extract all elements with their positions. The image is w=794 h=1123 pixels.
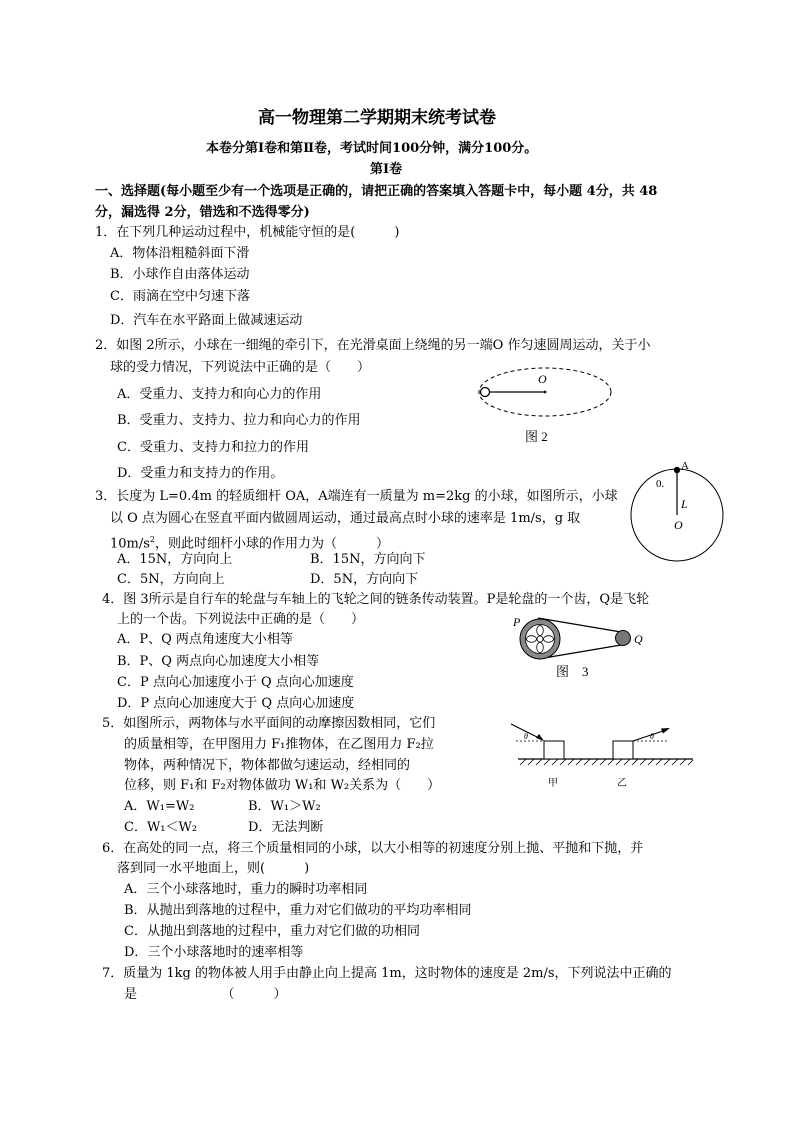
- q7-stem-line1: 7．质量为 1kg 的物体被人用手由静止向上提高 1m，这时物体的速度是 2m/s，下列说法中正确的: [102, 966, 672, 981]
- q3-stem-line3b: ，则此时细杆小球的作用力为（ ）: [155, 536, 390, 552]
- figure-q3-label-a: A: [681, 460, 689, 472]
- q4-option-c: C．P 点向心加速度小于 Q 点向心加速度: [117, 675, 354, 690]
- q4-stem-line2: 上的一个齿。下列说法中正确的是（ ）: [117, 612, 365, 627]
- q4-option-d: D．P 点向心加速度大于 Q 点向心加速度: [117, 696, 355, 711]
- q6-option-c: C．从抛出到落地的过程中，重力对它们做的功相同: [124, 924, 420, 939]
- figure-3-spoke-bottom: [537, 643, 544, 653]
- q1-stem: 1．在下列几种运动过程中，机械能守恒的是( ): [95, 225, 400, 240]
- figure-2-ball: [481, 388, 490, 397]
- q3-stem-line3a: 10m/s: [110, 536, 150, 552]
- figure-3-label-q: Q: [634, 632, 643, 646]
- q2-option-c: C．受重力、支持力和拉力的作用: [117, 440, 309, 455]
- q5-stem-line1: 5．如图所示，两物体与水平面间的动摩擦因数相同，它们: [102, 716, 436, 731]
- part-heading: 第Ⅰ卷: [370, 162, 403, 177]
- q4-stem-line1: 4．图 3所示是自行车的轮盘与车轴上的飞轮之间的链条传动装置。P是轮盘的一个齿，Q是飞轮: [102, 592, 650, 607]
- figure-2-caption: 图 2: [525, 429, 548, 444]
- section-instructions-line1: 一、选择题(每小题至少有一个选项是正确的，请把正确的答案填入答题卡中，每小题 4分，共 48: [95, 184, 658, 199]
- q3-stem-line2: 以 O 点为圆心在竖直平面内做圆周运动，通过最高点时小球的速率是 1m/s，g 取: [110, 511, 581, 526]
- q6-stem-line1: 6．在高处的同一点，将三个质量相同的小球，以大小相等的初速度分别上抛、平抛和下抛，并: [102, 841, 644, 856]
- q5-stem-line2: 的质量相等，在甲图用力 F₁推物体，在乙图用力 F₂拉: [124, 737, 434, 752]
- q5-stem-line4: 位移，则 F₁和 F₂对物体做功 W₁和 W₂关系为（ ）: [124, 778, 441, 793]
- q3-option-d: D．5N，方向向下: [310, 572, 419, 587]
- q2-option-a: A．受重力、支持力和向心力的作用: [117, 387, 322, 402]
- figure-3-spoke-left: [527, 636, 537, 643]
- q4-option-b: B．P、Q 两点向心加速度大小相等: [117, 654, 320, 669]
- q3-option-a: A．15N，方向向上: [117, 552, 233, 567]
- figure-q3-label-side: 0.: [656, 478, 665, 490]
- figure-2-center-point: [544, 391, 547, 394]
- figure-q5-block-yi: [613, 741, 633, 759]
- figure-3-caption: 图 3: [556, 664, 589, 679]
- q5-option-c: C．W₁＜W₂: [124, 820, 198, 835]
- figure-3: [512, 615, 643, 679]
- figure-q5-theta-yi: θ: [650, 732, 654, 741]
- q3-option-c: C．5N，方向向上: [117, 572, 225, 587]
- figure-3-spoke-right: [544, 636, 554, 643]
- figure-q3-label-o: O: [674, 518, 683, 532]
- q2-option-d: D．受重力和支持力的作用。: [117, 466, 284, 481]
- q6-stem-line2: 落到同一水平地面上，则( ): [117, 861, 310, 876]
- figure-q5-arrowhead-f2: [661, 728, 670, 734]
- q6-option-b: B．从抛出到落地的过程中，重力对它们做功的平均功率相同: [124, 903, 472, 918]
- figure-q3: [631, 460, 723, 561]
- figure-q5-block-jia: [544, 741, 564, 759]
- q5-option-b: B．W₁＞W₂: [248, 799, 321, 814]
- figure-3-label-p: P: [513, 615, 521, 629]
- page-subtitle: 本卷分第Ⅰ卷和第Ⅱ卷，考试时间100分钟，满分100分。: [206, 141, 538, 156]
- q1-option-a: A．物体沿粗糙斜面下滑: [110, 246, 250, 261]
- figure-q5-arrowhead-f1: [536, 734, 544, 741]
- section-instructions-line2: 分，漏选得 2分，错选和不选得零分): [95, 205, 310, 220]
- q3-option-b: B．15N，方向向下: [310, 552, 426, 567]
- q6-option-d: D．三个小球落地时的速率相等: [124, 945, 304, 960]
- q7-stem-line2: 是 （ ）: [124, 987, 287, 1002]
- q2-stem-line2: 球的受力情况，下列说法中正确的是（ ）: [110, 360, 371, 375]
- figure-q5-hatching: [520, 759, 693, 765]
- figure-q5-label-yi: 乙: [617, 778, 627, 789]
- q1-option-c: C．雨滴在空中匀速下落: [110, 289, 250, 304]
- q5-option-a: A．W₁=W₂: [124, 799, 195, 814]
- figure-q5: [511, 724, 693, 789]
- figure-3-flywheel: [616, 631, 631, 646]
- figure-q3-label-l: L: [681, 497, 688, 511]
- figure-3-hub: [537, 636, 543, 642]
- q4-option-a: A．P、Q 两点角速度大小相等: [117, 632, 293, 647]
- q1-option-b: B．小球作自由落体运动: [110, 267, 250, 282]
- q3-stem-line1: 3．长度为 L=0.4m 的轻质细杆 OA，A端连有一质量为 m=2kg 的小球，如图所示，小球: [95, 489, 618, 504]
- figure-3-spoke-top: [537, 626, 544, 636]
- figure-2: [479, 368, 611, 444]
- q5-stem-line3: 物体，两种情况下，物体都做匀速运动，经相同的: [124, 758, 411, 773]
- figure-q3-ball-a: [674, 467, 680, 473]
- q1-option-d: D．汽车在水平路面上做减速运动: [110, 313, 303, 328]
- q2-option-b: B．受重力、支持力、拉力和向心力的作用: [117, 413, 361, 428]
- figure-q5-label-jia: 甲: [548, 778, 558, 789]
- figure-q5-theta-jia: θ: [524, 732, 528, 741]
- q6-option-a: A．三个小球落地时，重力的瞬时功率相同: [124, 882, 368, 897]
- page-title: 高一物理第二学期期末统考试卷: [258, 108, 496, 128]
- q3-superscript: 2: [149, 535, 156, 544]
- figure-2-label-o: O: [538, 372, 547, 386]
- q5-option-d: D．无法判断: [248, 820, 324, 835]
- q2-stem-line1: 2．如图 2所示，小球在一细绳的牵引下，在光滑桌面上绕绳的另一端O 作匀速圆周运动，关于小: [95, 338, 651, 353]
